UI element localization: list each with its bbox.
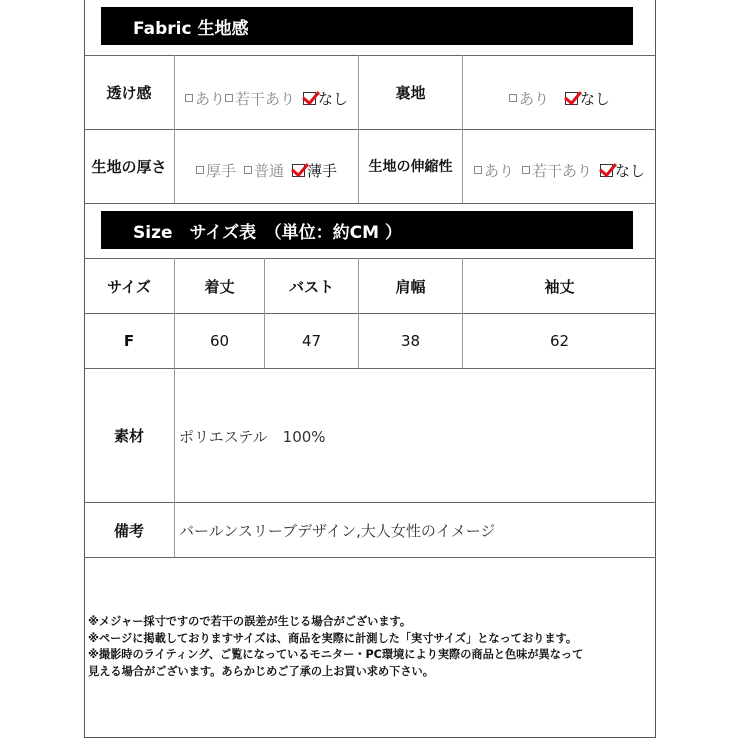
remarks-value: バールンスリーブデザイン,大人女性のイメージ (179, 522, 496, 540)
checkbox-empty-icon (509, 94, 517, 102)
size-header-size: サイズ (107, 277, 151, 296)
fabric-label-lining: 裏地 (395, 83, 426, 102)
note-line: ※撮影時のライティング、ご覧になっているモニター・PC環境により実際の商品と色味が異なって (88, 648, 584, 661)
option-unchecked (185, 88, 225, 109)
option-checked (303, 88, 348, 109)
checkbox-checked-icon (565, 92, 578, 105)
fabric-label-thickness: 生地の厚さ (91, 157, 167, 176)
option-label: あり (194, 89, 225, 108)
fabric-heading: Fabric 生地感 (101, 7, 633, 45)
size-header-length: 着丈 (204, 277, 235, 296)
checkbox-checked-icon (600, 164, 613, 177)
size-cell: 47 (301, 332, 322, 350)
size-cell: 62 (549, 332, 570, 350)
transparency-options (175, 62, 358, 134)
option-label: なし (580, 89, 611, 108)
option-checked (565, 88, 610, 109)
size-heading: Size サイズ表 （単位：約CM ） (101, 211, 633, 249)
option-label: あり (518, 89, 549, 108)
option-label: あり (483, 161, 514, 180)
checkbox-empty-icon (185, 94, 193, 102)
fabric-label-transparency: 透け感 (106, 83, 152, 102)
option-unchecked (509, 88, 549, 109)
disclaimer-notes (88, 614, 583, 680)
remarks-label: 備考 (113, 521, 144, 540)
checkbox-empty-icon (244, 166, 252, 174)
checkbox-checked-icon (292, 164, 305, 177)
option-label: 若干あり (531, 161, 592, 180)
size-header-sleeve: 袖丈 (544, 277, 575, 296)
material-value: ポリエステル 100% (179, 428, 326, 446)
checkbox-empty-icon (474, 166, 482, 174)
option-unchecked (522, 160, 592, 181)
size-header-bust: バスト (288, 277, 334, 296)
note-line: ※ページに掲載しておりますサイズは、商品を実際に計測した「実寸サイズ」となっております。 (88, 631, 578, 645)
size-cell: 38 (400, 332, 421, 350)
thickness-options (175, 134, 358, 206)
option-unchecked (196, 160, 236, 181)
option-unchecked (474, 160, 514, 181)
option-unchecked (244, 160, 284, 181)
option-label: 薄手 (307, 161, 338, 180)
option-checked (292, 160, 337, 181)
material-label: 素材 (113, 427, 144, 445)
option-label: なし (615, 161, 646, 180)
checkbox-empty-icon (522, 166, 530, 174)
size-cell: 60 (209, 332, 230, 350)
option-checked (600, 160, 645, 181)
option-label: 普通 (253, 161, 284, 180)
divider (84, 557, 656, 558)
option-label: なし (318, 89, 349, 108)
checkbox-empty-icon (196, 166, 204, 174)
option-label: 若干あり (234, 89, 295, 108)
stretch-options (463, 134, 656, 206)
size-cell: F (123, 332, 135, 350)
lining-options (463, 62, 656, 134)
checkbox-empty-icon (225, 94, 233, 102)
size-header-shoulder: 肩幅 (395, 277, 426, 296)
fabric-label-stretch: 生地の伸縮性 (368, 159, 453, 175)
option-unchecked (225, 88, 295, 109)
checkbox-checked-icon (303, 92, 316, 105)
note-line: ※メジャー採寸ですので若干の誤差が生じる場合がございます。 (88, 615, 412, 628)
note-line: 見える場合がございます。あらかじめご了承の上お買い求め下さい。 (88, 664, 434, 678)
option-label: 厚手 (205, 161, 236, 180)
